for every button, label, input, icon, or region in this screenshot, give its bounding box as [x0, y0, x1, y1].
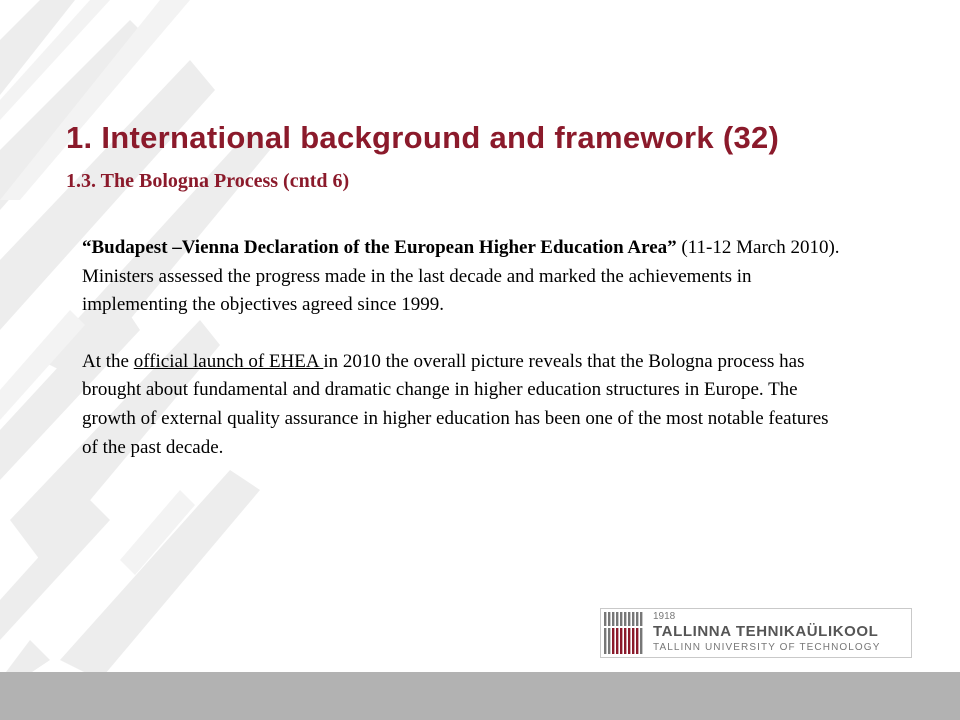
logo-bar-top: [628, 612, 630, 626]
logo-bar-bottom: [604, 628, 606, 654]
slide-title: 1. International background and framework (32): [66, 120, 780, 155]
logo-year: 1918: [653, 611, 676, 622]
logo-bar-top: [608, 612, 610, 626]
footer-bar: [0, 672, 960, 720]
paragraph-ehea: [82, 348, 842, 462]
logo-bar-top: [604, 612, 606, 626]
logo-bar-top: [632, 612, 634, 626]
ehea-text-rest: in 2010 the overall picture reveals that the Bologna process has brought about fundamental and dramatic change in higher education structures in Europe. The growth of external quality assurance in higher education has been one of the most notable features of the past decade.: [82, 350, 829, 458]
logo-bar-bottom: [640, 628, 642, 654]
logo-bar-bottom: [616, 628, 618, 654]
slide-body: [82, 234, 842, 462]
declaration-description: (11-12 March 2010). Ministers assessed the progress made in the last decade and marked the achievements in implementing the objectives agreed since 1999.: [82, 237, 840, 316]
logo-bar-bottom: [612, 628, 614, 654]
logo-name-english: TALLINN UNIVERSITY OF TECHNOLOGY: [653, 642, 881, 653]
university-logo: [600, 608, 912, 658]
logo-bar-top: [624, 612, 626, 626]
logo-bar-top: [640, 612, 642, 626]
logo-bar-bottom: [608, 628, 610, 654]
logo-bar-top: [612, 612, 614, 626]
declaration-title: “Budapest –Vienna Declaration of the European Higher Education Area”: [82, 237, 677, 258]
logo-bar-top: [620, 612, 622, 626]
paragraph-spacer: [82, 320, 842, 348]
paragraph-declaration: [82, 234, 842, 320]
logo-bar-bottom: [620, 628, 622, 654]
logo-bar-bottom: [636, 628, 638, 654]
logo-bar-bottom: [632, 628, 634, 654]
slide-subtitle: 1.3. The Bologna Process (cntd 6): [66, 170, 350, 192]
logo-bar-top: [636, 612, 638, 626]
logo-bar-top: [616, 612, 618, 626]
ehea-text-start: At the: [82, 350, 134, 372]
logo-bars-icon: [603, 611, 645, 655]
logo-bar-bottom: [628, 628, 630, 654]
logo-name-estonian: TALLINNA TEHNIKAÜLIKOOL: [653, 623, 879, 640]
logo-bar-bottom: [624, 628, 626, 654]
ehea-launch-link[interactable]: official launch of EHEA: [133, 350, 324, 372]
